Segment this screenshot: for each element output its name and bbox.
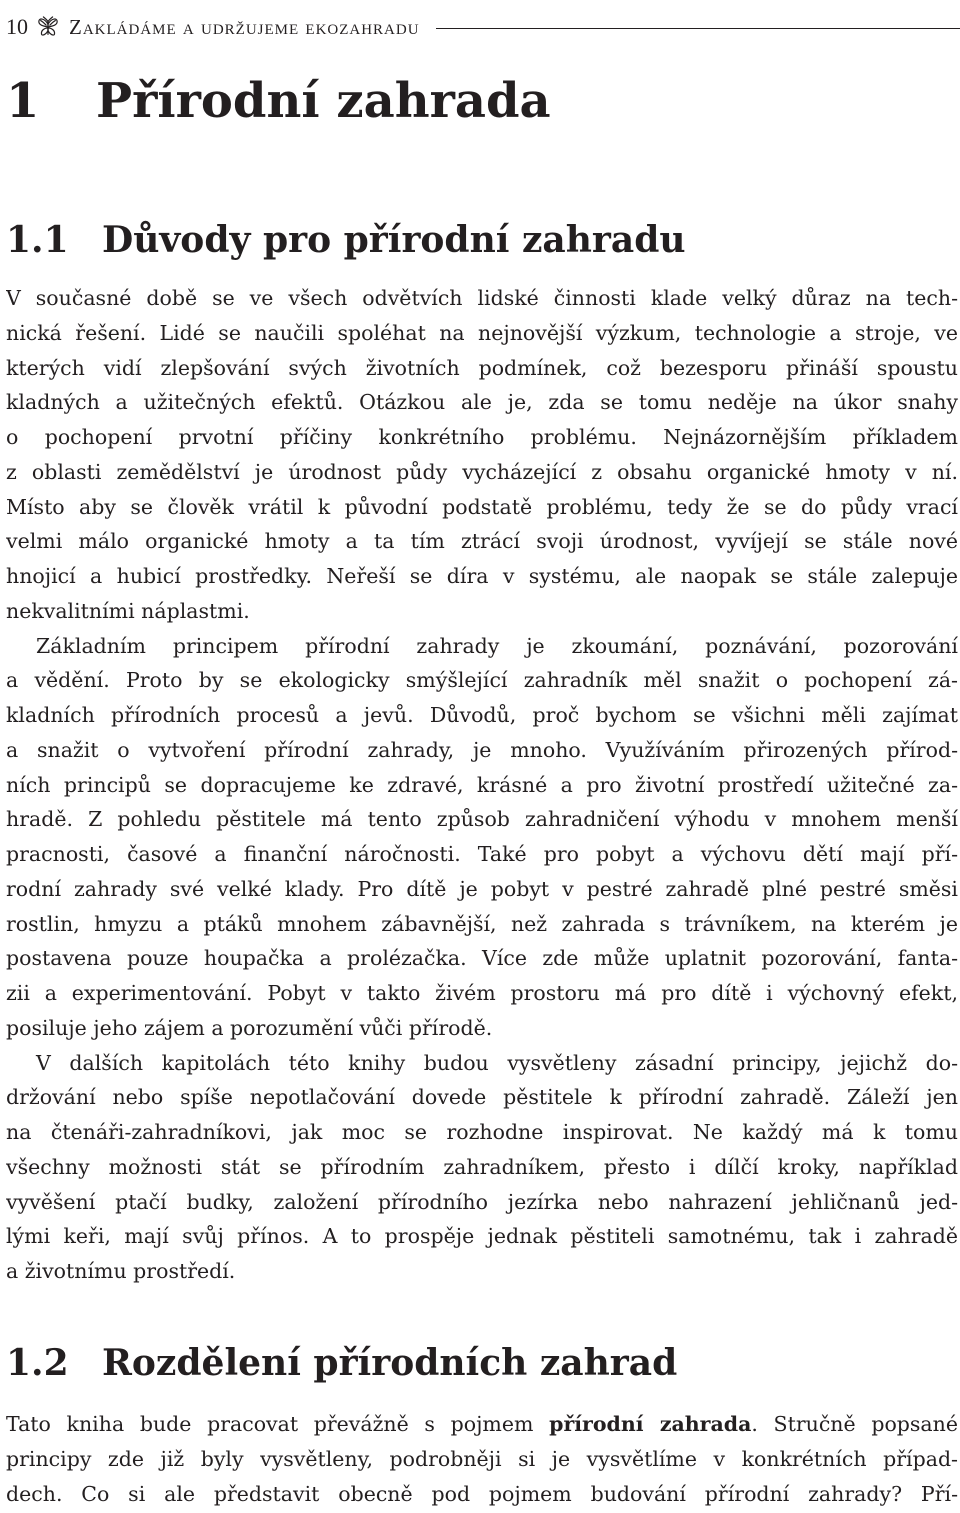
header-rule [436, 28, 960, 29]
text-line: držování nebo spíše nepotlačování dovede pěstitele k přírodní zahradě. Záleží jen [6, 1085, 958, 1110]
section-heading [6, 210, 686, 270]
running-header [6, 12, 960, 42]
text-line: rostlin, hmyzu a ptáků mnohem zábavnější, než zahrada s trávníkem, na kterém je [6, 911, 958, 936]
text-line: rodní zahrady své velké klady. Pro dítě je pobyt v pestré zahradě plné pestré směsi [6, 876, 958, 901]
text-line: ních principů se dopracujeme ke zdravé, krásné a pro životní prostředí užitečné za- [6, 772, 958, 797]
text-line: pracnosti, časové a finanční náročnosti. Také pro pobyt a výchovu dětí mají pří- [6, 842, 958, 866]
text-line: a vědění. Proto by se ekologicky smýšlející zahradník měl snažit o pochopení zá- [6, 668, 958, 693]
paragraph [6, 281, 958, 629]
text-line: dech. Co si ale představit obecně pod pojmem budování přírodní zahrady? Pří- [6, 1481, 958, 1506]
section-number: 1.2 [6, 1342, 69, 1384]
section-title: Rozdělení přírodních zahrad [102, 1342, 678, 1384]
text-segment: Tato kniha bude pracovat převážně s pojmem [6, 1412, 550, 1436]
text-line: kterých vidí zlepšování svých životních podmínek, což bezesporu přináší spoustu [6, 355, 958, 380]
paragraph [6, 629, 958, 1046]
text-line: V současné době se ve všech odvětvích lidské činnosti klade velký důraz na tech- [6, 286, 958, 310]
text-line: vyvěšení ptačí budky, založení přírodního jezírka nebo nahrazení jehličnanů jed- [6, 1189, 958, 1214]
paragraph [6, 1046, 958, 1289]
text-line: nická řešení. Lidé se naučili spoléhat na nejnovější výzkum, technologie a stroje, ve [6, 320, 958, 345]
text-line: hradě. Z pohledu pěstitele má tento způsob zahradničení výhodu v mnohem menší [6, 807, 958, 832]
text-line: nekvalitními náplastmi. [6, 598, 250, 623]
section-body [6, 1407, 958, 1511]
text-line: a životnímu prostředí. [6, 1259, 236, 1283]
section-heading [6, 1333, 677, 1393]
text-line [6, 1407, 958, 1442]
chapter-heading [6, 66, 551, 136]
text-line: kladních přírodních procesů a jevů. Důvodů, proč bychom se všichni měli zajímat [6, 703, 958, 727]
text-line: kladných a užitečných efektů. Otázkou ale je, zda se tomu neděje na úkor snahy [6, 390, 958, 415]
text-line: hnojicí a hubicí prostředky. Neřeší se díra v systému, ale naopak se stále zalepuje [6, 564, 958, 588]
text-line: Místo aby se člověk vrátil k původní podstatě problému, tedy že se do půdy vrací [6, 494, 958, 519]
chapter-number: 1 [6, 73, 40, 129]
text-line: a snažit o vytvoření přírodní zahrady, je mnoho. Využíváním přirozených přírod- [6, 737, 958, 762]
text-line: posiluje jeho zájem a porozumění vůči přírodě. [6, 1015, 493, 1040]
section-number: 1.1 [6, 219, 69, 261]
text-line: Základním principem přírodní zahrady je zkoumání, poznávání, pozorování [36, 633, 958, 658]
butterfly-icon [37, 16, 59, 38]
text-line: z oblasti zemědělství je úrodnost půdy vycházející z obsahu organické hmoty v ní. [6, 459, 958, 484]
text-line: o pochopení prvotní příčiny konkrétního problému. Nejnázornějším příkladem [6, 425, 958, 449]
page-number: 10 [6, 14, 28, 39]
text-segment: . Stručně popsané [751, 1412, 958, 1436]
bold-term: přírodní zahrada [549, 1412, 752, 1436]
section-title: Důvody pro přírodní zahradu [102, 219, 686, 261]
text-line: principy zde již byly vysvětleny, podrobněji si je vysvětlíme v konkrétních případ- [6, 1446, 958, 1471]
section-body [6, 281, 958, 1289]
text-line: lými keři, mají svůj přínos. A to prospěje jednak pěstiteli samotnému, tak i zahradě [6, 1224, 958, 1249]
text-line: postavena pouze houpačka a prolézačka. Více zde může uplatnit pozorování, fanta- [6, 946, 958, 971]
running-header-title: Zakládáme a udržujeme ekozahradu [69, 14, 420, 39]
text-line: na čtenáři-zahradníkovi, jak moc se rozhodne inspirovat. Ne každý má k tomu [6, 1120, 958, 1144]
text-line: všechny možnosti stát se přírodním zahradníkem, přesto i dílčí kroky, například [6, 1154, 958, 1179]
paragraph [6, 1407, 958, 1511]
text-line: zii a experimentování. Pobyt v takto živém prostoru má pro dítě i výchovný efekt, [6, 981, 958, 1005]
text-line: velmi málo organické hmoty a ta tím ztrácí svoji úrodnost, vyvíjejí se stále nové [6, 529, 958, 554]
chapter-title: Přírodní zahrada [96, 73, 551, 129]
text-line: V dalších kapitolách této knihy budou vysvětleny zásadní principy, jejichž do- [36, 1050, 958, 1075]
